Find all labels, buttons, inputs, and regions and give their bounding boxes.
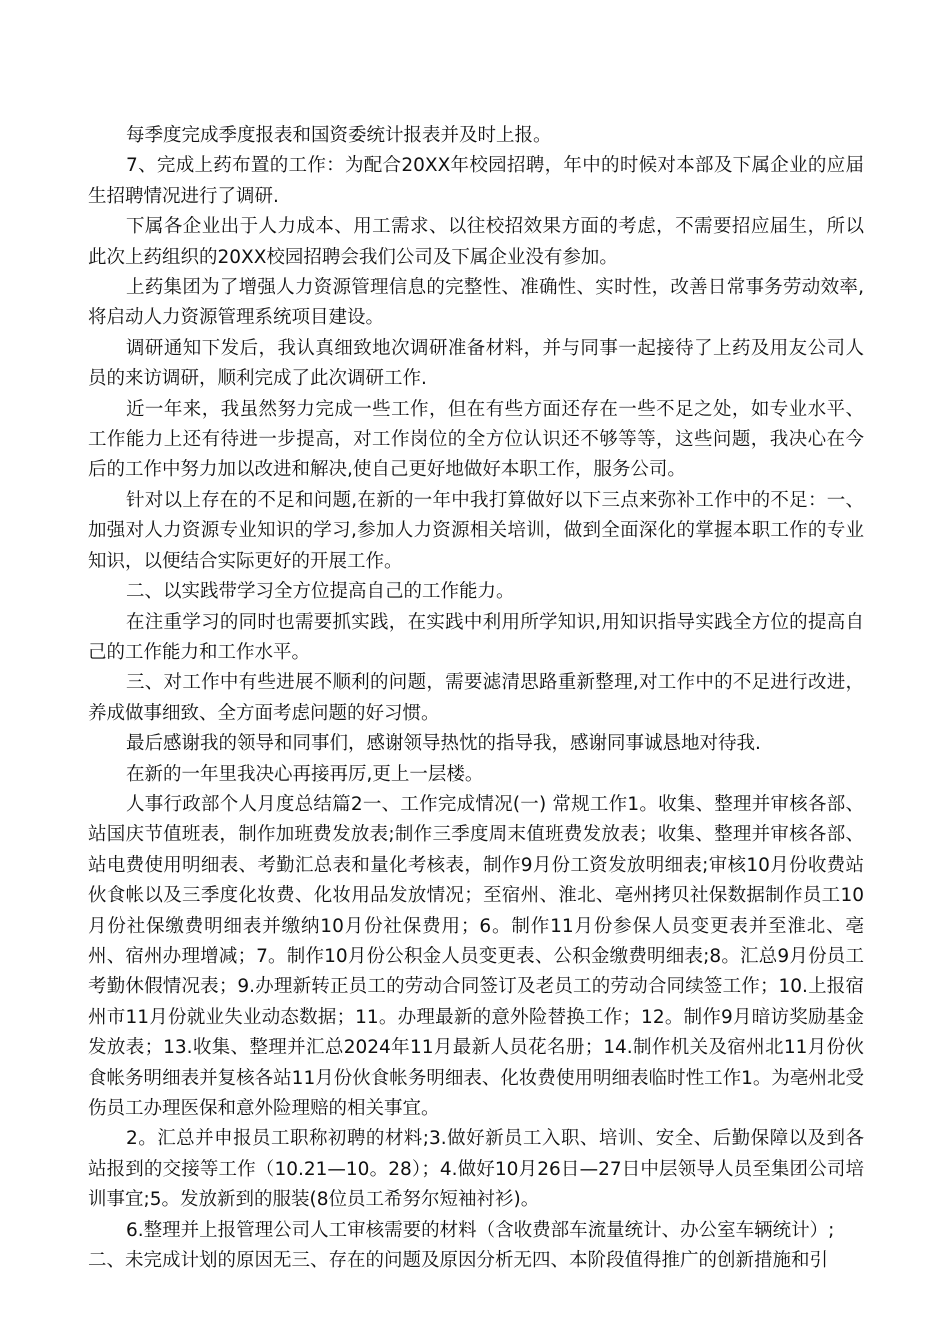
paragraph: 上药集团为了增强人力资源管理信息的完整性、准确性、实时性，改善日常事务劳动效率,将启动人力资源管理系统项目建设。 — [88, 277, 864, 329]
paragraph: 7、完成上药布置的工作：为配合20XX年校园招聘，年中的时候对本部及下属企业的应届生招聘情况进行了调研. — [88, 155, 864, 207]
paragraph: 6.整理并上报管理公司人工审核需要的材料（含收费部车流量统计、办公室车辆统计）; — [126, 1219, 835, 1241]
paragraph: 近一年来，我虽然努力完成一些工作，但在有些方面还存在一些不足之处，如专业水平、工作能力上还有待进一步提高，对工作岗位的全方位认识还不够等等，这些问题，我决心在今后的工作中努力加以改进和解决,使自己更好地做好本职工作，服务公司。 — [88, 398, 864, 481]
paragraph: 在注重学习的同时也需要抓实践，在实践中利用所学知识,用知识指导实践全方位的提高自己的工作能力和工作水平。 — [88, 611, 864, 663]
paragraph: 在新的一年里我决心再接再厉,更上一层楼。 — [126, 763, 484, 785]
document-body — [88, 121, 864, 1276]
paragraph: 调研通知下发后，我认真细致地次调研准备材料，并与同事一起接待了上药及用友公司人员的来访调研，顺利完成了此次调研工作. — [88, 337, 864, 390]
paragraph: 针对以上存在的不足和问题,在新的一年中我打算做好以下三点来弥补工作中的不足：一、加强对人力资源专业知识的学习,参加人力资源相关培训，做到全面深化的掌握本职工作的专业知识，以便结合实际更好的开展工作。 — [88, 489, 864, 572]
paragraph: 2。汇总并申报员工职称初聘的材料;3.做好新员工入职、培训、安全、后勤保障以及到各站报到的交接等工作（10.21—10。28）；4.做好10月26日—27日中层领导人员至集团公司培训事宜;5。发放新到的服装(8位员工希努尔短袖衬衫)。 — [88, 1128, 864, 1211]
paragraph: 二、以实践带学习全方位提高自己的工作能力。 — [126, 581, 515, 603]
paragraph: 人事行政部个人月度总结篇2一、工作完成情况(一) 常规工作1。收集、整理并审核各部、站国庆节值班表，制作加班费发放表;制作三季度周末值班费发放表；收集、整理并审核各部、站电费使用明细表、考勤汇总表和量化考核表，制作9月份工资发放明细表;审核10月份收费站伙食帐以及三季度化妆费、化妆用品发放情况；至宿州、淮北、亳州拷贝社保数据制作员工10月份社保缴费明细表并缴纳10月份社保费用；6。制作11月份参保人员变更表并至淮北、亳州、宿州办理增减；7。制作10月份公积金人员变更表、公积金缴费明细表;8。汇总9月份员工考勤休假情况表；9.办理新转正员工的劳动合同签订及老员工的劳动合同续签工作；10.上报宿州市11月份就业失业动态数据；11。办理最新的意外险替换工作；12。制作9月暗访奖励基金发放表；13.收集、整理并汇总2024年11月最新人员花名册；14.制作机关及宿州北11月份伙食帐务明细表并复核各站11月份伙食帐务明细表、化妆费使用明细表临时性工作1。为亳州北受伤员工办理医保和意外险理赔的相关事宜。 — [88, 793, 864, 1119]
paragraph: 二、未完成计划的原因无三、存在的问题及原因分析无四、本阶段值得推广的创新措施和引 — [88, 1250, 829, 1272]
paragraph: 三、对工作中有些进展不顺利的问题，需要滤清思路重新整理,对工作中的不足进行改进，养成做事细致、全方面考虑问题的好习惯。 — [88, 672, 864, 724]
paragraph: 每季度完成季度报表和国资委统计报表并及时上报。 — [126, 125, 552, 146]
paragraph: 最后感谢我的领导和同事们，感谢领导热忱的指导我，感谢同事诚恳地对待我. — [126, 733, 761, 755]
paragraph: 下属各企业出于人力成本、用工需求、以往校招效果方面的考虑，不需要招应届生，所以此次上药组织的20XX校园招聘会我们公司及下属企业没有参加。 — [88, 216, 864, 268]
